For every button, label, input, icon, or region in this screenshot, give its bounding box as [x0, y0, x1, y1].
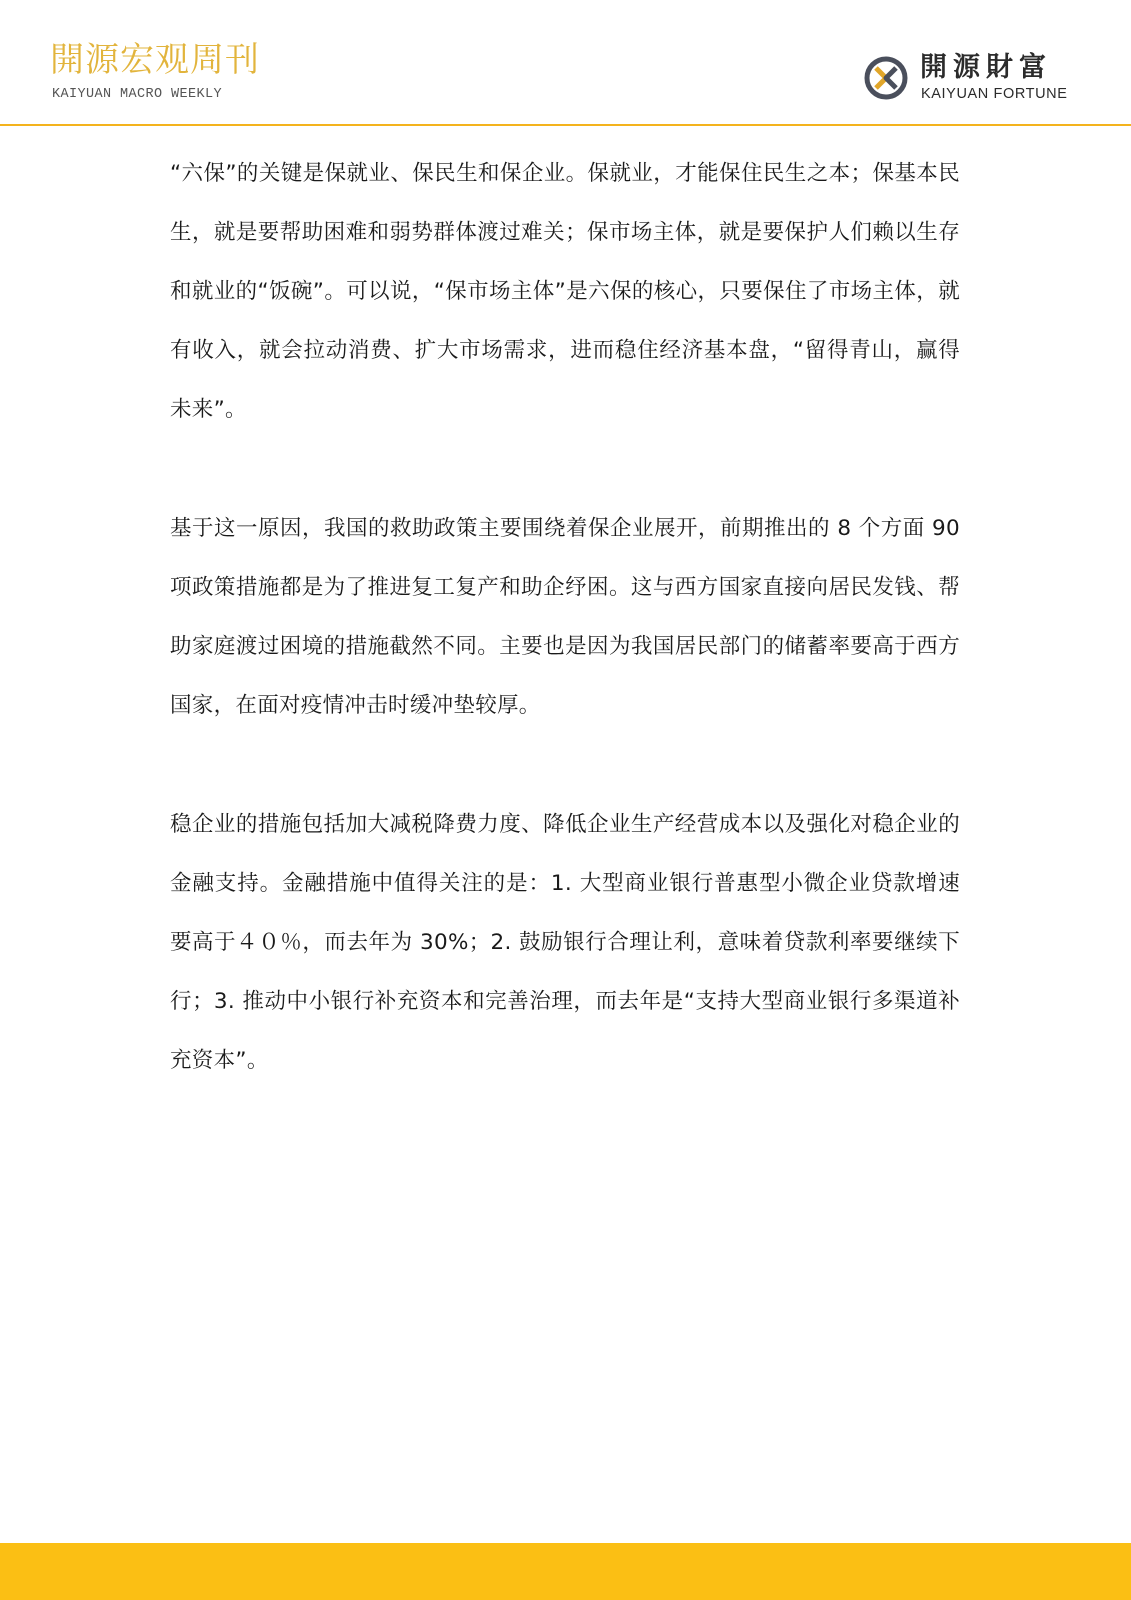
page-header	[0, 0, 1131, 126]
paragraph: 基于这一原因，我国的救助政策主要围绕着保企业展开，前期推出的 8 个方面 90 项政策措施都是为了推进复工复产和助企纾困。这与西方国家直接向居民发钱、帮助家庭渡过困境的措施截然不同。主要也是因为我国居民部门的储蓄率要高于西方国家，在面对疫情冲击时缓冲垫较厚。	[170, 516, 960, 718]
logo-name: 開源財富	[920, 52, 1052, 83]
article-body	[170, 144, 960, 1150]
publication-subtitle: KAIYUAN MACRO WEEKLY	[52, 87, 223, 102]
paragraph: 稳企业的措施包括加大减税降费力度、降低企业生产经营成本以及强化对稳企业的金融支持。金融措施中值得关注的是：1. 大型商业银行普惠型小微企业贷款增速要高于４０％，而去年为 30%；2. 鼓励银行合理让利，意味着贷款利率要继续下行；3. 推动中小银行补充资本和完善治理，而去年是“支持大型商业银行多渠道补充资本”。	[170, 812, 960, 1073]
kaiyuan-logo-icon	[862, 54, 910, 102]
paragraph: “六保”的关键是保就业、保民生和保企业。保就业，才能保住民生之本；保基本民生，就是要帮助困难和弱势群体渡过难关；保市场主体，就是要保护人们赖以生存和就业的“饭碗”。可以说，“保市场主体”是六保的核心，只要保住了市场主体，就有收入，就会拉动消费、扩大市场需求，进而稳住经济基本盘，“留得青山，赢得未来”。	[170, 161, 960, 422]
header-divider	[0, 124, 1131, 126]
brand-logo	[862, 52, 1072, 106]
footer-bar	[0, 1543, 1131, 1600]
logo-english-name: KAIYUAN FORTUNE	[921, 86, 1068, 102]
publication-title: 開源宏观周刊	[50, 40, 260, 80]
